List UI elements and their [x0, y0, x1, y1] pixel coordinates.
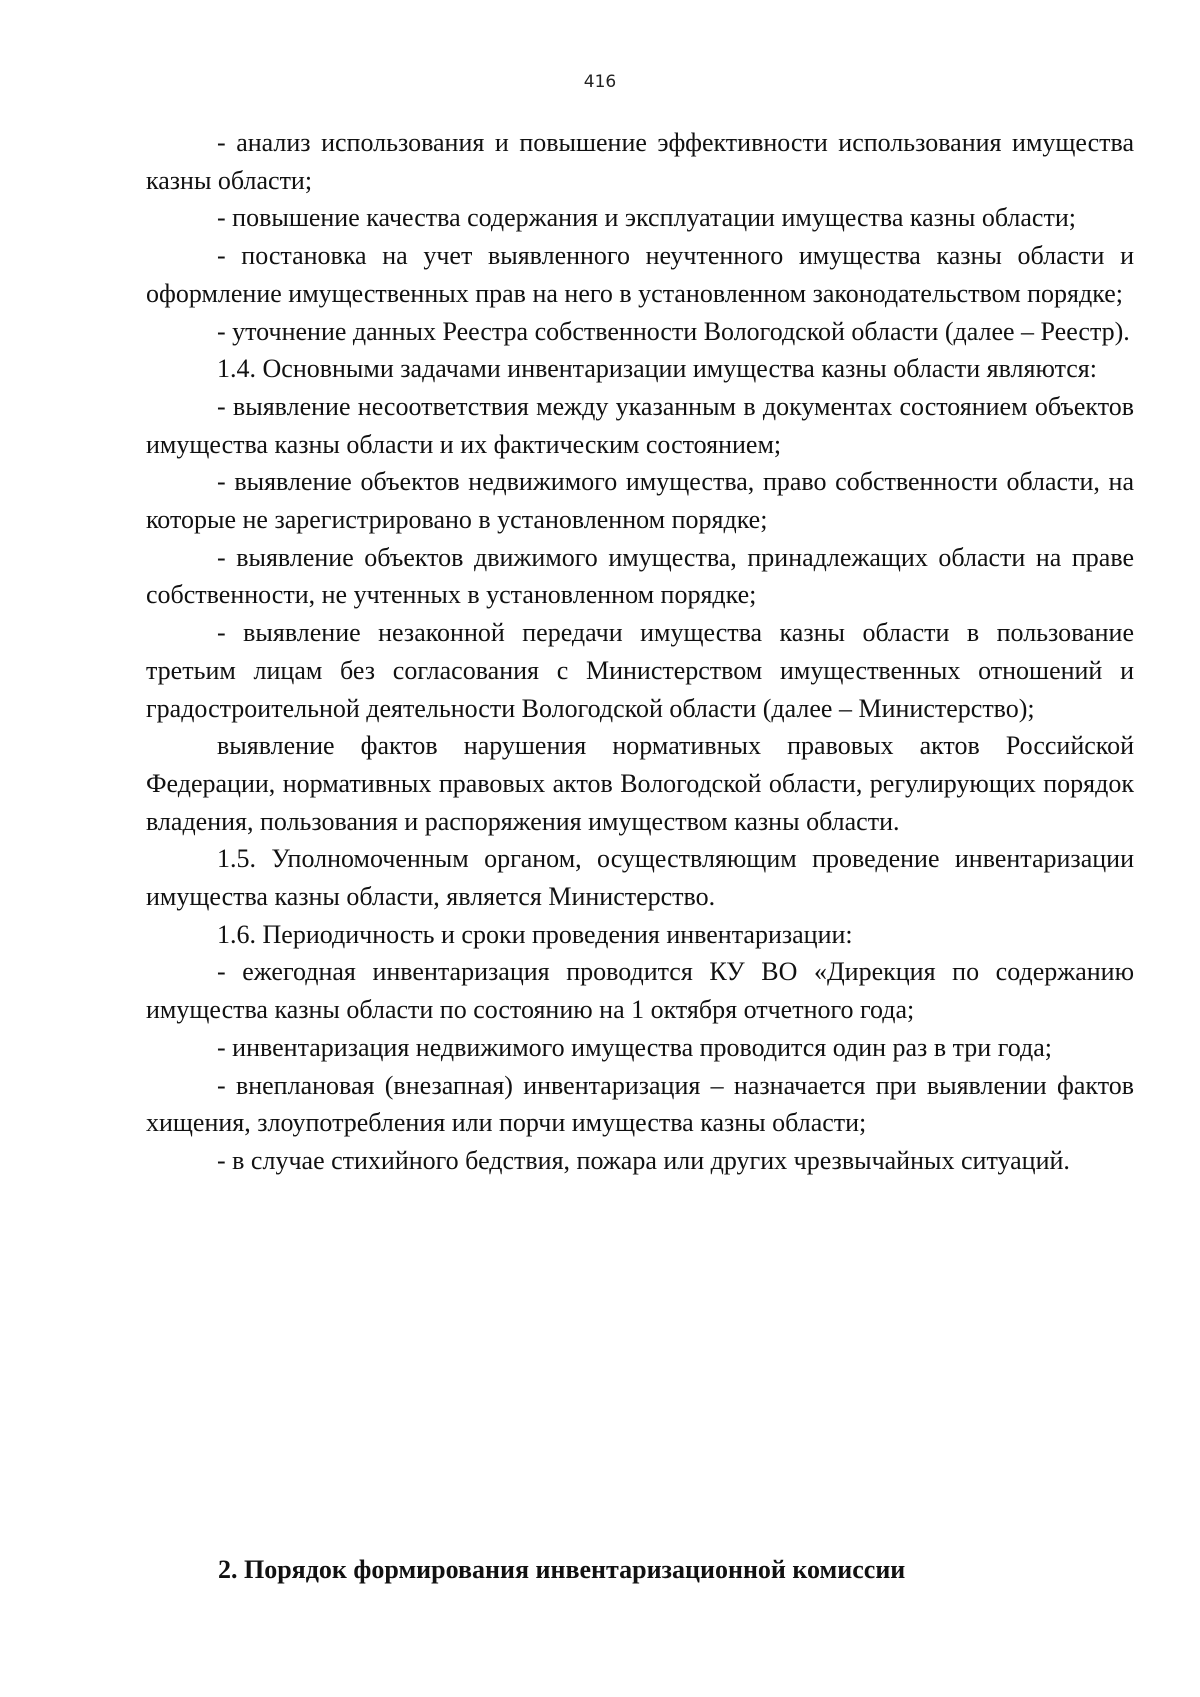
paragraph-10: выявление фактов нарушения нормативных правовых актов Российской Федерации, нормативных правовых актов Вологодской области, регулирующих порядок владения, пользования и распоряжения имуществом казны области.: [146, 731, 1134, 836]
paragraph-6: - выявление несоответствия между указанным в документах состоянием объектов имущества казны области и их фактическим состоянием;: [146, 391, 1134, 459]
paragraph-9: - выявление незаконной передачи имущества казны области в пользование третьим лицам без согласования с Министерством имущественных отношений и градостроительной деятельности Вологодской области (далее – Министерство);: [146, 618, 1134, 723]
paragraph-13: - ежегодная инвентаризация проводится КУ ВО «Дирекция по содержанию имущества казны области по состоянию на 1 октября отчетного года;: [146, 957, 1134, 1025]
paragraph-4: - уточнение данных Реестра собственности Вологодской области (далее – Реестр).: [217, 316, 1130, 346]
paragraph-1: - анализ использования и повышение эффективности использования имущества казны области;: [146, 128, 1134, 195]
paragraph-16: - в случае стихийного бедствия, пожара или других чрезвычайных ситуаций.: [217, 1145, 1070, 1175]
document-body: [146, 124, 1134, 1180]
paragraph-14: - инвентаризация недвижимого имущества проводится один раз в три года;: [217, 1032, 1052, 1062]
paragraph-12: 1.6. Периодичность и сроки проведения инвентаризации:: [217, 919, 853, 949]
paragraph-2: - повышение качества содержания и эксплуатации имущества казны области;: [217, 203, 1076, 233]
paragraph-7: - выявление объектов недвижимого имущества, право собственности области, на которые не зарегистрировано в установленном порядке;: [146, 467, 1134, 535]
paragraph-8: - выявление объектов движимого имущества, принадлежащих области на праве собственности, не учтенных в установленном порядке;: [146, 542, 1134, 610]
paragraph-3: - постановка на учет выявленного неучтенного имущества казны области и оформление имущественных прав на него в установленном законодательством порядке;: [146, 241, 1134, 308]
page-number: 416: [583, 72, 617, 92]
paragraph-5: 1.4. Основными задачами инвентаризации имущества казны области являются:: [217, 354, 1097, 384]
paragraph-11: 1.5. Уполномоченным органом, осуществляющим проведение инвентаризации имущества казны области, является Министерство.: [146, 844, 1134, 912]
paragraph-15: - внеплановая (внезапная) инвентаризация – назначается при выявлении фактов хищения, злоупотребления или порчи имущества казны области;: [146, 1070, 1134, 1138]
section-heading: 2. Порядок формирования инвентаризационной комиссии: [218, 1555, 906, 1584]
